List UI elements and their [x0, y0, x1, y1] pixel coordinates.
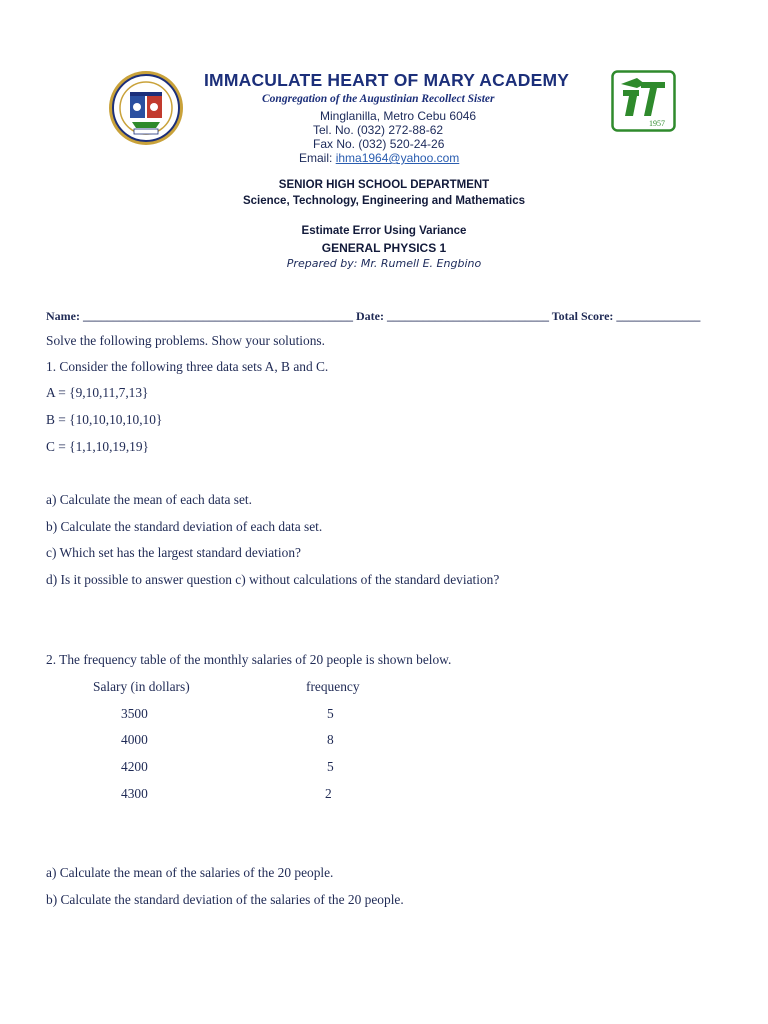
telephone-number: Tel. No. (032) 272-88-62: [313, 123, 444, 137]
question-2b: b) Calculate the standard deviation of the salaries of the 20 people.: [46, 892, 404, 907]
question-1d: d) Is it possible to answer question c) without calculations of the standard deviation?: [46, 572, 500, 587]
department-name: SENIOR HIGH SCHOOL DEPARTMENT: [278, 179, 490, 191]
table-cell-frequency: 5: [327, 706, 334, 721]
question-1b: b) Calculate the standard deviation of each data set.: [46, 519, 323, 534]
table-cell-salary: 4200: [121, 759, 148, 774]
school-name: IMMACULATE HEART OF MARY ACADEMY: [204, 70, 570, 90]
fax-number: Fax No. (032) 520-24-26: [313, 137, 445, 151]
question-1a: a) Calculate the mean of each data set.: [46, 492, 252, 507]
worksheet-topic: Estimate Error Using Variance: [301, 225, 467, 237]
question-2a: a) Calculate the mean of the salaries of the 20 people.: [46, 865, 334, 880]
instructions: Solve the following problems. Show your solutions.: [46, 333, 325, 348]
email-line: [299, 151, 459, 165]
prepared-by: Prepared by: Mr. Rumell E. Engbino: [286, 257, 482, 270]
logo-year: 1957: [649, 119, 665, 128]
anniversary-logo: [611, 70, 676, 132]
table-header-frequency: frequency: [306, 679, 360, 694]
table-header-salary: Salary (in dollars): [93, 679, 190, 694]
data-set-a: A = {9,10,11,7,13}: [46, 385, 149, 400]
school-address: Minglanilla, Metro Cebu 6046: [320, 109, 477, 123]
data-set-c: C = {1,1,10,19,19}: [46, 439, 149, 454]
question-1: 1. Consider the following three data sets A, B and C.: [46, 359, 329, 374]
subject-title: GENERAL PHYSICS 1: [321, 241, 447, 255]
table-cell-salary: 4300: [121, 786, 148, 801]
strand-name: Science, Technology, Engineering and Mathematics: [242, 195, 526, 207]
table-cell-frequency: 8: [327, 732, 334, 747]
data-set-b: B = {10,10,10,10,10}: [46, 412, 163, 427]
question-2: 2. The frequency table of the monthly salaries of 20 people is shown below.: [46, 652, 452, 667]
table-cell-salary: 3500: [121, 706, 148, 721]
email-label: Email:: [299, 151, 336, 165]
congregation-subtitle: Congregation of the Augustinian Recollect Sister: [262, 93, 495, 105]
school-seal-logo: [108, 70, 184, 146]
table-cell-salary: 4000: [121, 732, 148, 747]
table-cell-frequency: 5: [327, 759, 334, 774]
table-cell-frequency: 2: [325, 786, 332, 801]
email-link[interactable]: ihma1964@yahoo.com: [335, 151, 460, 165]
name-date-score-line: Name: _____________________________________________ Date: ___________________________ Total Score: ______________: [46, 309, 701, 323]
question-1c: c) Which set has the largest standard deviation?: [46, 545, 301, 560]
